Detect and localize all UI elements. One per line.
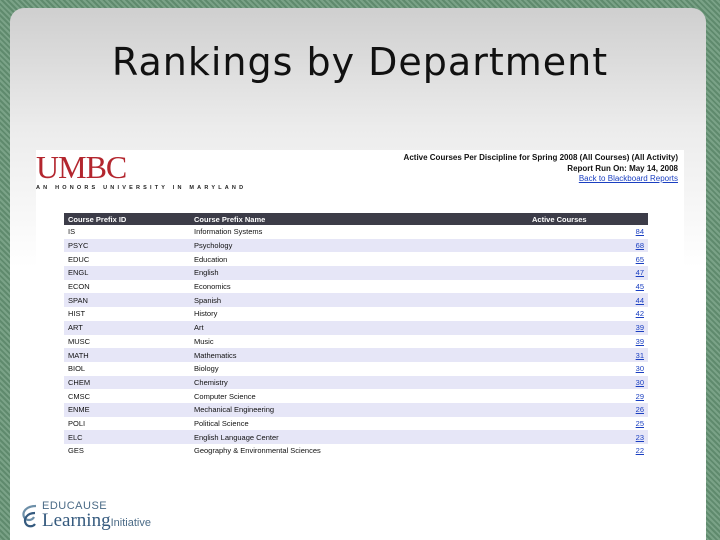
active-courses-cell [528,403,648,417]
umbc-logo-text: UMBC [36,149,127,185]
active-courses-link[interactable]: 23 [635,432,644,442]
course-prefix-id: CMSC [68,391,91,401]
active-courses-cell [528,239,648,253]
course-prefix-id: IS [68,227,76,237]
table-row [64,430,648,444]
active-courses-cell [528,335,648,349]
active-courses-cell [528,376,648,390]
table-row [64,444,648,458]
column-header-prefix-id: Course Prefix ID [64,213,190,225]
active-courses-cell [528,430,648,444]
table-row [64,307,648,321]
active-courses-link[interactable]: 30 [635,377,644,387]
back-to-reports-link[interactable]: Back to Blackboard Reports [578,174,678,183]
table-header-row [64,213,648,225]
course-prefix-name: History [194,309,218,319]
course-prefix-id: POLI [68,418,86,428]
table-row [64,403,648,417]
course-prefix-name: Political Science [194,418,249,428]
column-header-prefix-name: Course Prefix Name [190,213,528,225]
course-prefix-id: HIST [68,309,86,319]
active-courses-cell [528,252,648,266]
educause-text: EDUCAUSE [42,500,108,512]
table-row [64,348,648,362]
initiative-text: Initiative [110,517,151,529]
course-prefix-name: Music [194,336,214,346]
column-header-active-courses: Active Courses [528,213,648,225]
course-prefix-name: English Language Center [190,430,528,444]
active-courses-link[interactable]: 22 [635,446,644,456]
active-courses-cell [528,266,648,280]
active-courses-cell [528,348,648,362]
active-courses-link[interactable]: 84 [635,227,644,237]
educause-swirl-icon [20,504,38,528]
active-courses-link[interactable]: 45 [635,282,644,292]
active-courses-link[interactable]: 47 [635,268,644,278]
course-prefix-name: English [190,266,528,280]
course-prefix-name: Mathematics [190,348,528,362]
course-prefix-name: Biology [194,364,219,374]
course-prefix-id: MUSC [68,336,91,346]
active-courses-link[interactable]: 26 [635,405,644,415]
course-prefix-id: SPAN [64,293,190,307]
course-prefix-id: ECON [68,282,90,292]
active-courses-link[interactable]: 65 [635,254,644,264]
active-courses-cell [528,362,648,376]
table-row [64,280,648,294]
course-prefix-id: CHEM [64,376,190,390]
table-row [64,417,648,431]
table-row [64,225,648,239]
course-prefix-name: Computer Science [194,391,256,401]
report-run-date: Report Run On: May 14, 2008 [567,163,678,173]
course-prefix-name: Education [194,254,228,264]
active-courses-link[interactable]: 44 [635,295,644,305]
slide-title: Rankings by Department [111,40,609,84]
active-courses-link[interactable]: 39 [635,323,644,333]
course-prefix-name: Economics [194,282,231,292]
active-courses-link[interactable]: 29 [635,391,644,401]
active-courses-link[interactable]: 42 [635,309,644,319]
course-prefix-id: ENME [64,403,190,417]
course-prefix-name: Chemistry [190,376,528,390]
active-courses-cell [528,293,648,307]
table-row [64,335,648,349]
course-prefix-name: Geography & Environmental Sciences [194,446,321,456]
course-prefix-name: Art [190,321,528,335]
active-courses-link[interactable]: 30 [635,364,644,374]
active-courses-cell [528,307,648,321]
table-row [64,362,648,376]
course-prefix-id: BIOL [68,364,86,374]
course-prefix-id: ENGL [64,266,190,280]
course-prefix-name: Spanish [190,293,528,307]
active-courses-cell [528,444,648,458]
course-prefix-name: Psychology [190,239,528,253]
table-row [64,252,648,266]
course-prefix-id: ART [64,321,190,335]
course-prefix-name: Mechanical Engineering [190,403,528,417]
report-header [404,153,678,185]
active-courses-link[interactable]: 25 [635,418,644,428]
course-prefix-name: Information Systems [194,227,263,237]
active-courses-cell [528,321,648,335]
table-row [64,389,648,403]
table-row [64,266,648,280]
report-title: Active Courses Per Discipline for Spring 2008 (All Courses) (All Activity) [403,153,678,162]
table-row [64,293,648,307]
learning-initiative-text [42,510,151,532]
active-courses-cell [528,280,648,294]
course-prefix-id: MATH [64,348,190,362]
active-courses-cell [528,389,648,403]
table-row [64,239,648,253]
umbc-logo [36,149,247,191]
course-prefix-id: PSYC [64,239,190,253]
table-row [64,321,648,335]
course-prefix-id: EDUC [68,254,90,264]
umbc-tagline: AN HONORS UNIVERSITY IN MARYLAND [36,185,247,191]
learning-text: Learning [42,510,111,531]
rankings-table [64,213,648,458]
active-courses-cell [528,417,648,431]
course-prefix-id: ELC [64,430,190,444]
active-courses-link[interactable]: 68 [635,241,644,251]
course-prefix-id: GES [68,446,84,456]
active-courses-cell [528,225,648,239]
table-row [64,376,648,390]
active-courses-link[interactable]: 31 [635,350,644,360]
active-courses-link[interactable]: 39 [635,336,644,346]
